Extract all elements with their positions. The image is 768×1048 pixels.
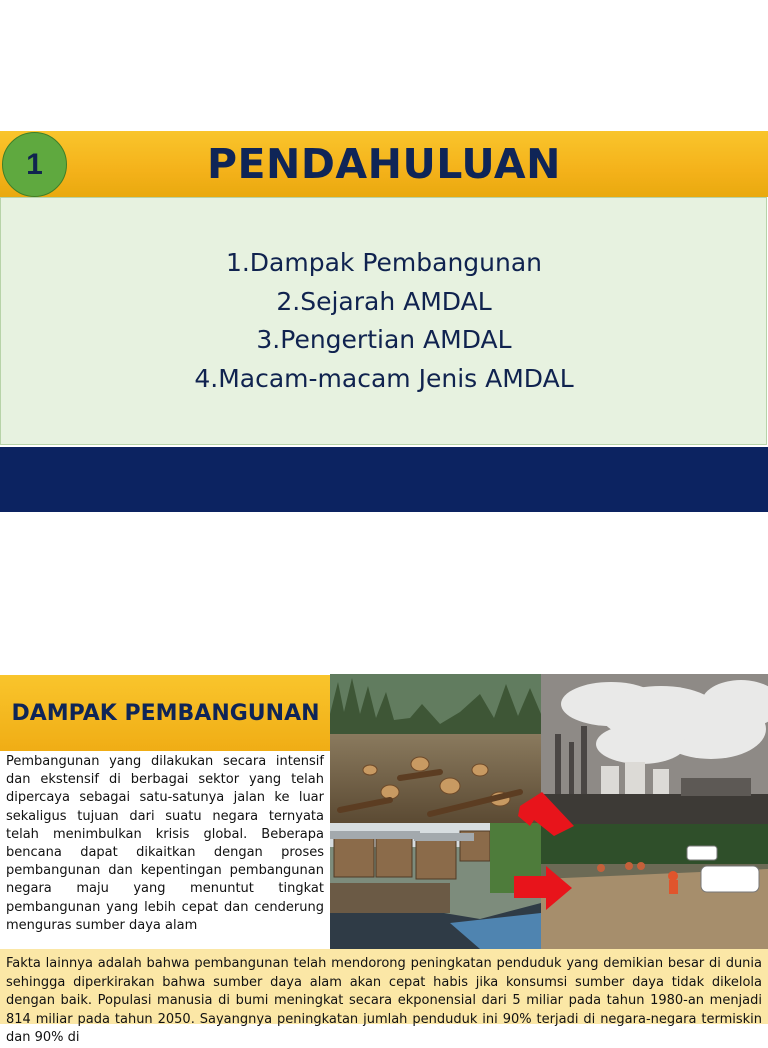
paragraph-box — [0, 949, 768, 1045]
agenda-item: 1.Dampak Pembangunan — [225, 248, 543, 277]
intro-paragraph: Pembangunan yang dilakukan secara intensif dan ekstensif di berbagai sektor yang telah dipercaya sebagai satu-satunya jalan ke luar sekaligus tujuan dari suatu negara ternyata telah menimbulkan krisis global. Beberapa bencana dapat dikaitkan dengan proses pembangunan dan kepentingan pembangunan negara maju yang menuntut tingkat pembangunan yang lebih cepat dan cenderung menguras sumber daya alam — [6, 754, 324, 933]
slide-pendahuluan — [0, 0, 768, 512]
agenda-item: 4.Macam-macam Jenis AMDAL — [194, 363, 574, 393]
section-heading: DAMPAK PEMBANGUNAN — [0, 675, 331, 751]
slide-dampak-pembangunan — [0, 512, 768, 1045]
section-number-badge: 1 — [2, 132, 67, 197]
fact-paragraph: Fakta lainnya adalah bahwa pembangunan telah mendorong peningkatan penduduk yang demikian besar di dunia sehingga diperkirakan bahwa sumber daya alam akan cepat habis jika konsumsi sumber daya tidak dikelola dengan baik. Populasi manusia di bumi meningkat secara ekponensial dari 5 miliar pada tahun 1980-an menjadi 814 miliar pada tahun 2050. Sayangnya peningkatan jumlah penduduk ini 90% terjadi di negara-negara termiskin dan 90% di — [6, 956, 762, 1045]
red-arrows-icon — [510, 792, 580, 912]
agenda-item: 2.Sejarah AMDAL — [276, 286, 492, 316]
agenda-item: 3.Pengertian AMDAL — [256, 325, 512, 354]
agenda-list — [0, 248, 768, 402]
slide-title: PENDAHULUAN — [207, 140, 561, 188]
bottom-band — [0, 447, 768, 512]
